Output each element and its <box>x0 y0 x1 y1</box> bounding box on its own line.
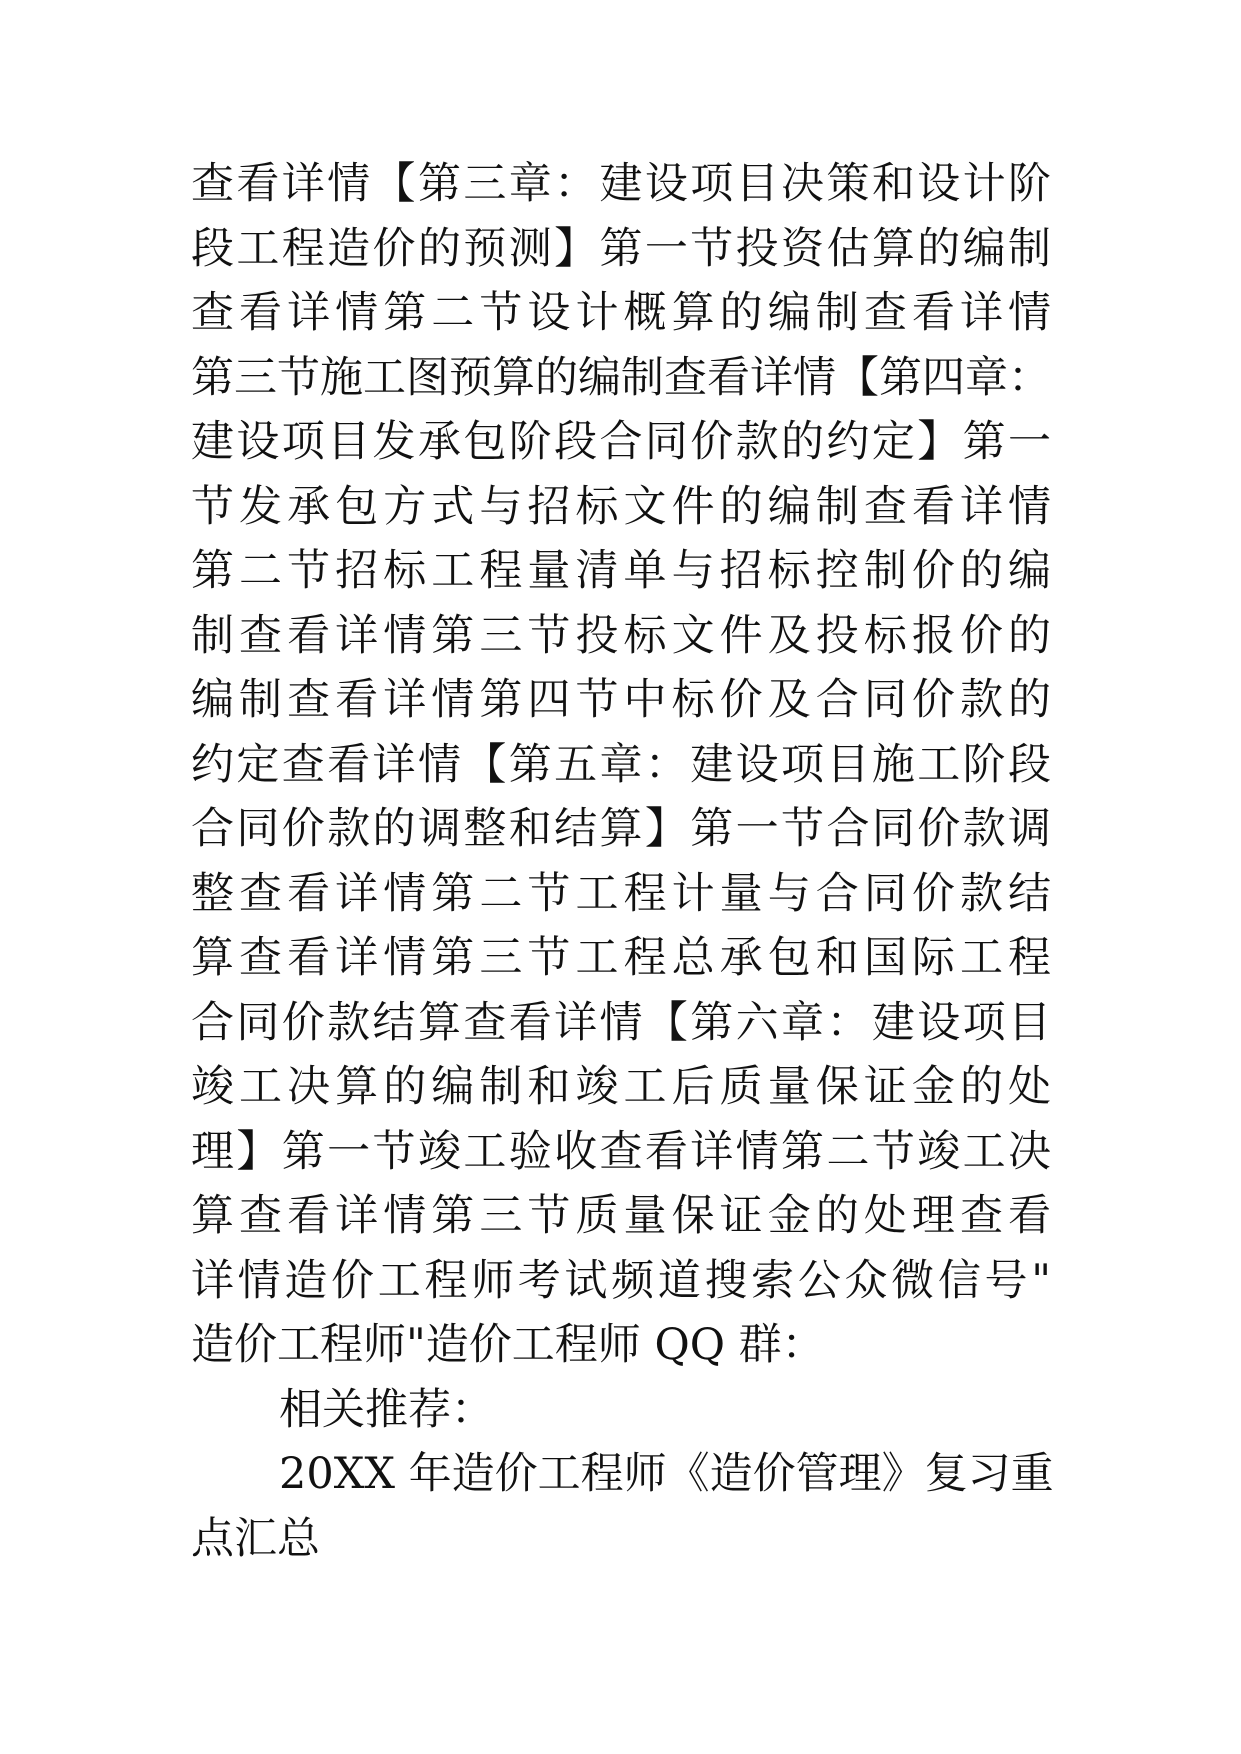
body-line: 段工程造价的预测】第一节投资估算的编制 <box>191 223 1051 274</box>
body-line: 算查看详情第三节质量保证金的处理查看 <box>191 1191 1051 1241</box>
body-line: 建设项目发承包阶段合同价款的约定】第一 <box>191 417 1051 467</box>
body-line-last: 造价工程师"造价工程师 QQ 群： <box>191 1320 825 1370</box>
body-line: 查看详情第二节设计概算的编制查看详情 <box>191 288 1051 338</box>
body-line: 整查看详情第二节工程计量与合同价款结 <box>191 868 1051 919</box>
body-line: 合同价款的调整和结算】第一节合同价款调 <box>191 804 1051 854</box>
body-line: 详情造价工程师考试频道搜索公众微信号" <box>191 1255 1051 1306</box>
document-body <box>191 152 1054 1571</box>
related-heading: 相关推荐： <box>279 1384 494 1435</box>
body-line: 编制查看详情第四节中标价及合同价款的 <box>191 675 1051 725</box>
body-line: 查看详情【第三章：建设项目决策和设计阶 <box>191 159 1051 209</box>
related-link[interactable]: 20XX 年造价工程师《造价管理》复习重 <box>279 1449 1054 1499</box>
body-line: 第二节招标工程量清单与招标控制价的编 <box>191 546 1051 596</box>
body-line: 约定查看详情【第五章：建设项目施工阶段 <box>191 739 1051 790</box>
body-line: 节发承包方式与招标文件的编制查看详情 <box>191 481 1051 532</box>
body-line: 第三节施工图预算的编制查看详情【第四章： <box>191 352 1051 403</box>
body-line: 算查看详情第三节工程总承包和国际工程 <box>191 933 1051 983</box>
body-line: 制查看详情第三节投标文件及投标报价的 <box>191 610 1051 661</box>
body-line: 合同价款结算查看详情【第六章：建设项目 <box>191 997 1051 1048</box>
related-link-continuation[interactable]: 点汇总 <box>191 1513 320 1564</box>
body-line: 理】第一节竣工验收查看详情第二节竣工决 <box>191 1126 1051 1177</box>
body-line: 竣工决算的编制和竣工后质量保证金的处 <box>191 1062 1051 1112</box>
